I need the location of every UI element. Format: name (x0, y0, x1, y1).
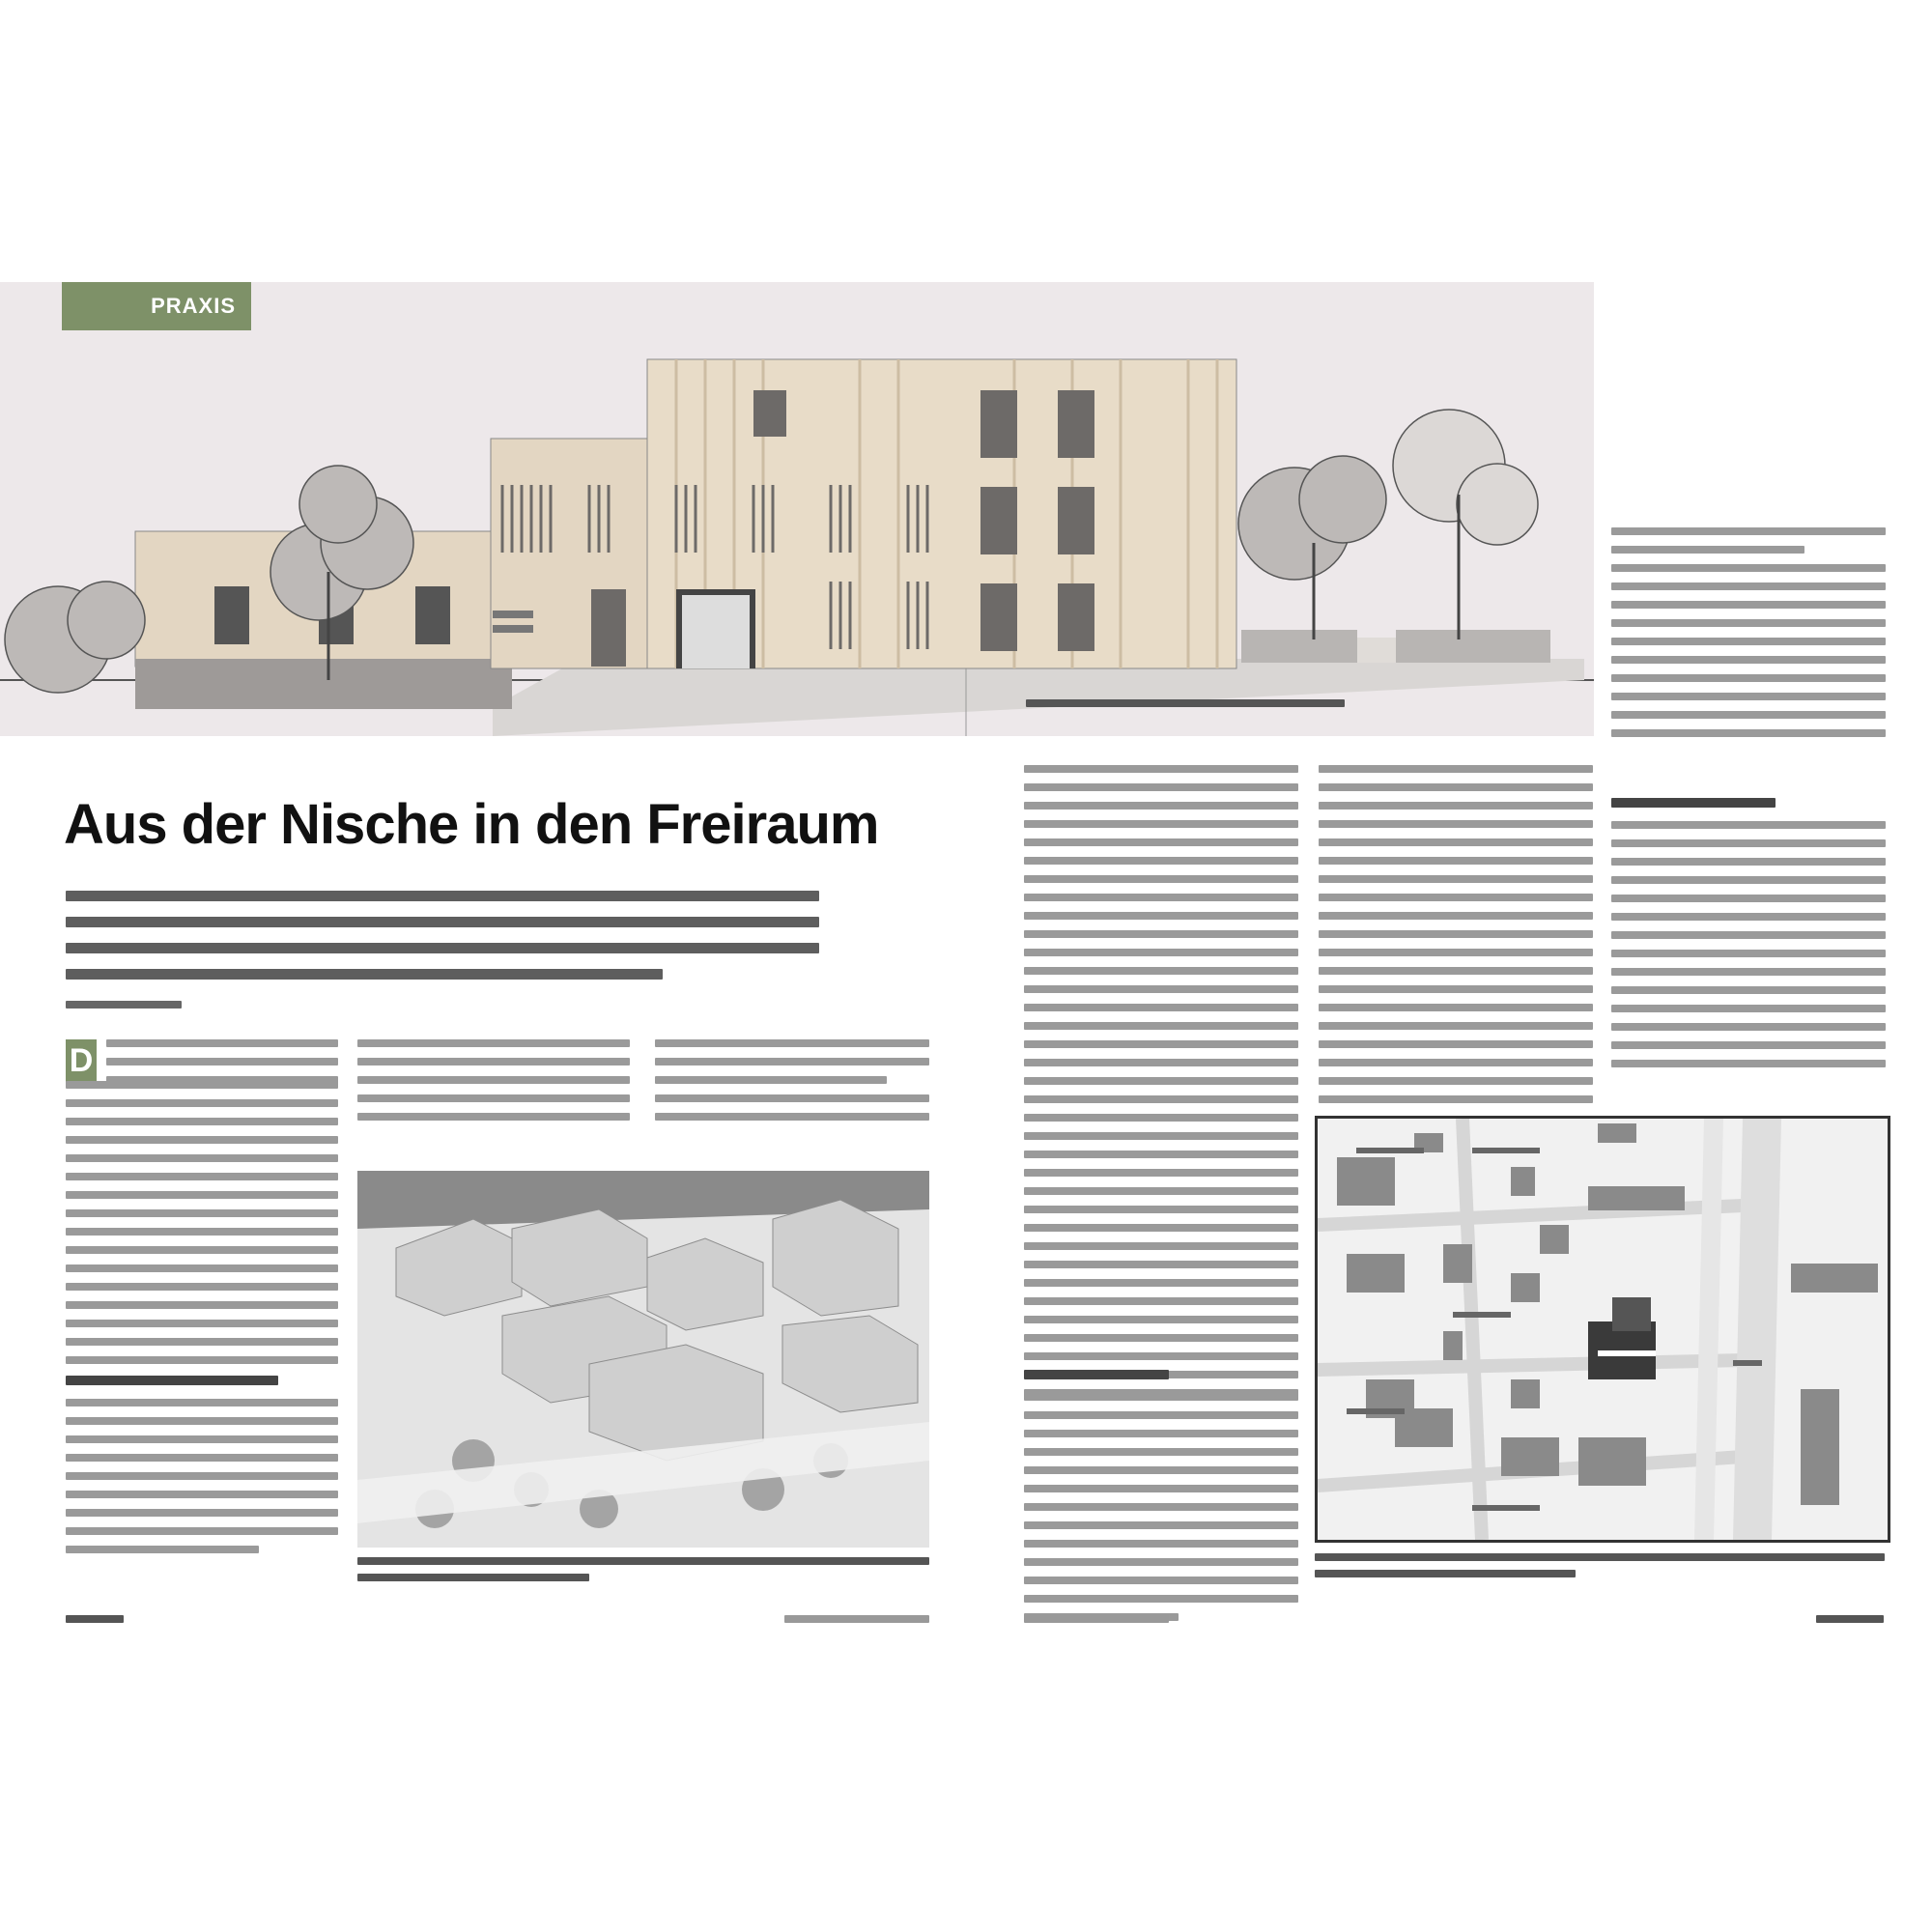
footer-left-meta (784, 1615, 929, 1623)
body-column-5 (1319, 765, 1593, 1103)
body-column-6 (1611, 527, 1886, 737)
body-column-4 (1024, 765, 1298, 1397)
footer-right-meta (1024, 1615, 1169, 1623)
body-column-4b (1024, 1393, 1298, 1621)
subheading-col4 (1024, 1370, 1169, 1379)
hero-caption (1026, 699, 1345, 707)
section-tag: PRAXIS (62, 282, 251, 330)
author-line (66, 1001, 182, 1009)
dropcap: D (66, 1039, 97, 1082)
subheading-col1 (66, 1376, 278, 1385)
body-column-2 (357, 1039, 630, 1121)
building-elevation-illustration (0, 282, 1594, 736)
site-map (1315, 1116, 1890, 1543)
body-column-1 (106, 1039, 338, 1084)
body-column-3 (655, 1039, 929, 1121)
photo-caption (357, 1557, 929, 1581)
body-column-6b (1611, 821, 1886, 1067)
architecture-model-photo (357, 1171, 929, 1548)
footer-right (1816, 1615, 1884, 1623)
body-column-1b (66, 1081, 338, 1364)
hero-elevation-drawing (0, 282, 1594, 736)
footer-left (66, 1615, 124, 1623)
body-column-1c (66, 1399, 338, 1553)
headline: Aus der Nische in den Freiraum (64, 793, 879, 856)
map-caption (1315, 1553, 1885, 1577)
lead-paragraph (66, 891, 819, 980)
subheading-col6 (1611, 798, 1776, 808)
